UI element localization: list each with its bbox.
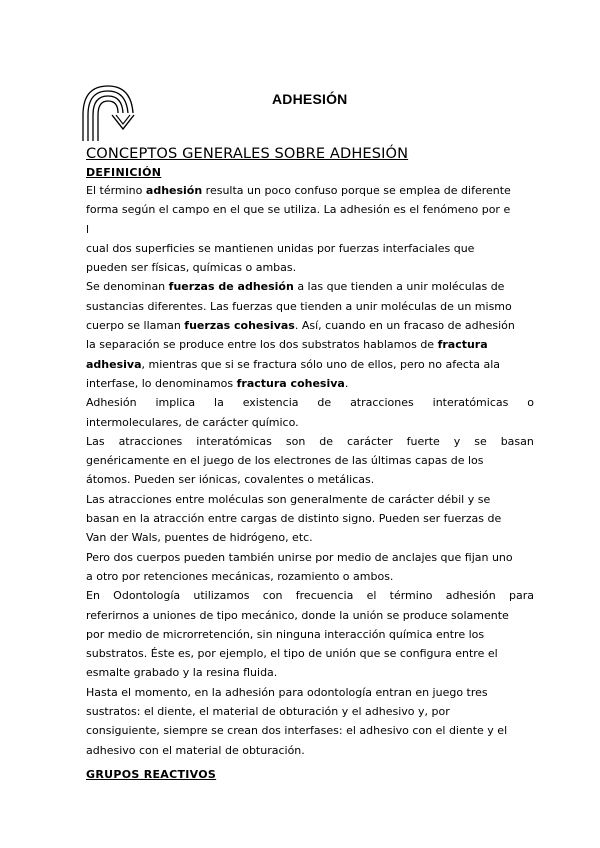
groups-heading: GRUPOS REACTIVOS [86,768,217,781]
text-line: pueden ser físicas, químicas o ambas. [86,261,297,275]
curved-arrow-icon [80,85,136,145]
text-line: cuerpo se llaman fuerzas cohesivas. Así, cuando en un fracaso de adhesión [86,319,515,333]
page-title: ADHESIÓN [272,91,348,107]
text-line: sustratos: el diente, el material de obturación y el adhesivo y, por [86,705,450,719]
text-line: cual dos superficies se mantienen unidas por fuerzas interfaciales que [86,241,475,255]
text-line: Van der Wals, puentes de hidrógeno, etc. [86,531,313,545]
text-line: Adhesión implica la existencia de atracciones interatómicas o [86,396,534,410]
text-line: genéricamente en el juego de los electrones de las últimas capas de los [86,454,484,468]
text-line: esmalte grabado y la resina fluida. [86,666,278,680]
text-line: adhesiva, mientras que si se fractura sólo uno de ellos, pero no afecta ala [86,357,500,371]
text-line: En Odontología utilizamos con frecuencia el término adhesión para [86,589,534,603]
text-line: intermoleculares, de carácter químico. [86,415,299,429]
text-line: l [86,222,90,236]
text-line: Hasta el momento, en la adhesión para odontología entran en juego tres [86,685,488,699]
text-line: interfase, lo denominamos fractura cohesiva. [86,376,349,390]
section-heading: CONCEPTOS GENERALES SOBRE ADHESIÓN [86,145,409,162]
text-line: Se denominan fuerzas de adhesión a las que tienden a unir moléculas de [86,280,505,294]
definition-heading: DEFINICIÓN [86,166,162,179]
text-line: Pero dos cuerpos pueden también unirse por medio de anclajes que fijan uno [86,550,513,564]
text-line: substratos. Éste es, por ejemplo, el tipo de unión que se configura entre el [86,647,498,661]
text-line: la separación se produce entre los dos substratos hablamos de fractura [86,338,488,352]
text-line: El término adhesión resulta un poco confuso porque se emplea de diferente [86,184,511,197]
text-line: átomos. Pueden ser iónicas, covalentes o metálicas. [86,473,375,487]
text-line: referirnos a uniones de tipo mecánico, donde la unión se produce solamente [86,608,509,622]
text-line: Las atracciones entre moléculas son generalmente de carácter débil y se [86,492,491,506]
text-line: forma según el campo en el que se utiliza. La adhesión es el fenómeno por e [86,203,511,217]
text-line: Las atracciones interatómicas son de carácter fuerte y se basan [86,434,534,448]
text-line: sustancias diferentes. Las fuerzas que tienden a unir moléculas de un mismo [86,299,512,313]
text-line: adhesivo con el material de obturación. [86,743,305,757]
body-text [86,181,534,760]
text-line: basan en la atracción entre cargas de distinto signo. Pueden ser fuerzas de [86,512,502,526]
text-line: consiguiente, siempre se crean dos interfases: el adhesivo con el diente y el [86,724,508,738]
text-line: a otro por retenciones mecánicas, rozamiento o ambos. [86,569,394,583]
text-line: por medio de microrretención, sin ninguna interacción química entre los [86,627,485,641]
